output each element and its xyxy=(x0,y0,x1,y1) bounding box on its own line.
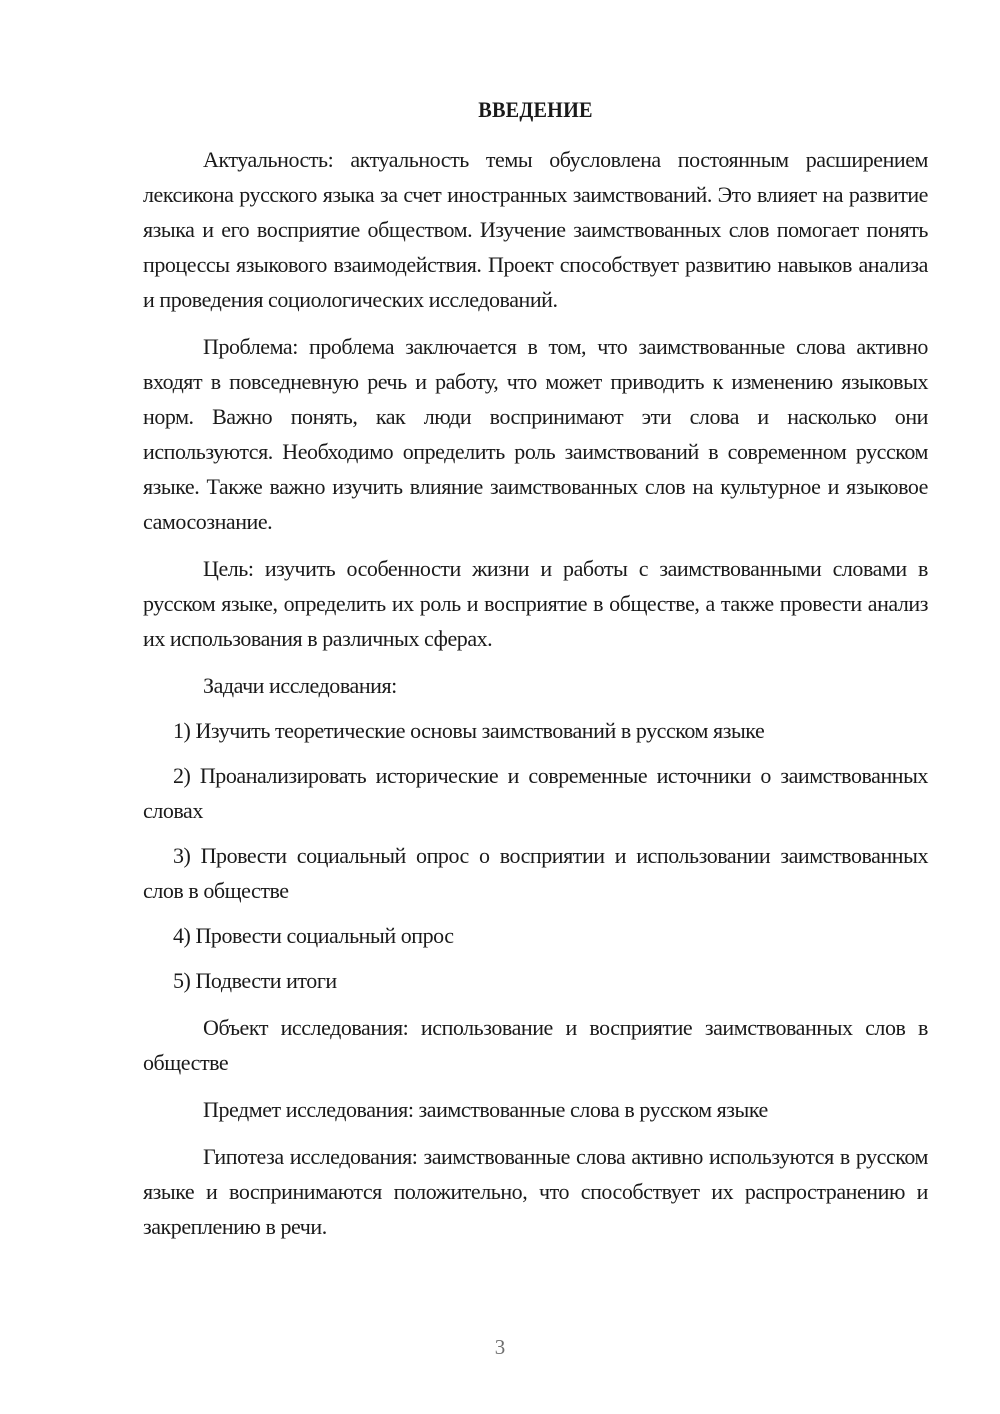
task-item-1: 1) Изучить теоретические основы заимствований в русском языке xyxy=(173,718,765,743)
paragraph-hypothesis: Гипотеза исследования: заимствованные слова активно используются в русском языке и воспринимаются положительно, что способствует их распространению и закреплению в речи. xyxy=(143,1144,928,1239)
paragraph-relevance: Актуальность: актуальность темы обусловлена постоянным расширением лексикона русского языка за счет иностранных заимствований. Это влияет на развитие языка и его восприятие обществом. Изучение заимствованных слов помогает понять процессы языкового взаимодействия. Проект способствует развитию навыков анализа и проведения социологических исследований. xyxy=(143,147,928,312)
task-item-5: 5) Подвести итоги xyxy=(173,968,337,993)
paragraph-goal: Цель: изучить особенности жизни и работы с заимствованными словами в русском языке, определить их роль и восприятие в обществе, а также провести анализ их использования в различных сферах. xyxy=(143,556,928,651)
paragraph-subject: Предмет исследования: заимствованные слова в русском языке xyxy=(203,1097,768,1122)
task-item-3: 3) Провести социальный опрос о восприятии и использовании заимствованных слов в обществе xyxy=(143,843,928,903)
section-heading: ВВЕДЕНИЕ xyxy=(478,97,593,122)
tasks-list xyxy=(143,713,928,998)
tasks-heading: Задачи исследования: xyxy=(203,673,397,698)
paragraph-problem: Проблема: проблема заключается в том, что заимствованные слова активно входят в повседневную речь и работу, что может приводить к изменению языковых норм. Важно понять, как люди воспринимают эти слова и насколько они используются. Необходимо определить роль заимствований в современном русском языке. Также важно изучить влияние заимствованных слов на культурное и языковое самосознание. xyxy=(143,334,928,534)
page-content xyxy=(143,92,928,1244)
paragraph-object: Объект исследования: использование и восприятие заимствованных слов в обществе xyxy=(143,1015,928,1075)
task-item-4: 4) Провести социальный опрос xyxy=(173,923,454,948)
task-item-2: 2) Проанализировать исторические и современные источники о заимствованных словах xyxy=(143,763,928,823)
page-number: 3 xyxy=(494,1335,506,1359)
